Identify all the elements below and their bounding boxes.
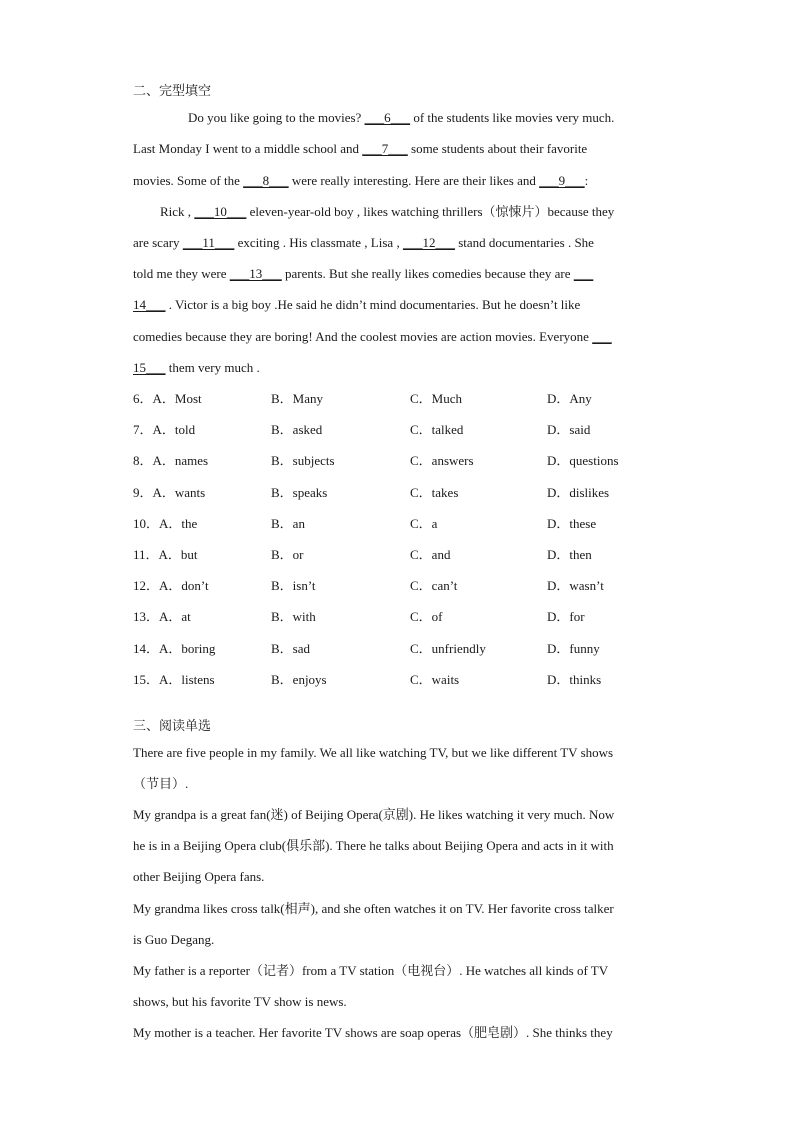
option-d[interactable]: D．Any	[547, 391, 592, 406]
reading-line: There are five people in my family. We all like watching TV, but we like different TV shows	[133, 745, 614, 760]
option-a[interactable]: 6．A．Most	[133, 391, 202, 406]
option-a[interactable]: 8．A．names	[133, 453, 209, 468]
option-b[interactable]: B．sad	[271, 641, 311, 656]
option-b[interactable]: B．asked	[271, 422, 323, 437]
passage-line: Last Monday I went to a middle school and ___7___ some students about their favorite	[133, 141, 588, 156]
option-b[interactable]: B．or	[271, 547, 304, 562]
option-b[interactable]: B．with	[271, 609, 316, 624]
reading-line: My grandpa is a great fan(迷) of Beijing Opera(京剧). He likes watching it very much. Now	[133, 807, 615, 822]
blank-15-start[interactable]: ___	[592, 329, 612, 344]
passage-line: movies. Some of the ___8___ were really interesting. Here are their likes and ___9___:	[133, 173, 589, 188]
reading-line: is Guo Degang.	[133, 932, 215, 947]
blank-6[interactable]: ___6___	[364, 110, 411, 125]
option-c[interactable]: C．answers	[410, 453, 474, 468]
reading-line: My father is a reporter（记者）from a TV station（电视台）. He watches all kinds of TV	[133, 963, 609, 978]
blank-13[interactable]: ___13___	[229, 266, 282, 281]
blank-14[interactable]: 14___	[133, 297, 166, 312]
option-d[interactable]: D．these	[547, 516, 597, 531]
option-c[interactable]: C．of	[410, 609, 443, 624]
reading-line: other Beijing Opera fans.	[133, 869, 265, 884]
section-heading-reading: 三、阅读单选	[133, 719, 212, 734]
passage-line: 14___ . Victor is a big boy .He said he didn’t mind documentaries. But he doesn’t like	[133, 297, 581, 312]
reading-line: he is in a Beijing Opera club(俱乐部). There he talks about Beijing Opera and acts in it with	[133, 838, 614, 853]
section-heading-cloze: 二、完型填空	[133, 84, 212, 99]
option-c[interactable]: C．and	[410, 547, 451, 562]
option-d[interactable]: D．for	[547, 609, 585, 624]
option-d[interactable]: D．wasn’t	[547, 578, 604, 593]
reading-line: My mother is a teacher. Her favorite TV shows are soap operas（肥皂剧）. She thinks they	[133, 1025, 613, 1040]
blank-9[interactable]: ___9___	[539, 173, 585, 188]
reading-line: shows, but his favorite TV show is news.	[133, 994, 347, 1009]
option-b[interactable]: B．an	[271, 516, 305, 531]
blank-14-start[interactable]: ___	[573, 266, 594, 281]
option-c[interactable]: C．talked	[410, 422, 464, 437]
option-a[interactable]: 15．A．listens	[133, 672, 215, 687]
passage-line: are scary ___11___ exciting . His classmate , Lisa , ___12___ stand documentaries . She	[133, 235, 594, 250]
passage-line: Rick , ___10___ eleven-year-old boy , likes watching thrillers（惊悚片）because they	[160, 204, 615, 219]
option-d[interactable]: D．thinks	[547, 672, 602, 687]
option-a[interactable]: 9．A．wants	[133, 485, 206, 500]
option-d[interactable]: D．said	[547, 422, 591, 437]
option-a[interactable]: 7．A．told	[133, 422, 196, 437]
option-a[interactable]: 10．A．the	[133, 516, 198, 531]
blank-10[interactable]: ___10___	[194, 204, 247, 219]
blank-15[interactable]: 15___	[133, 360, 166, 375]
reading-line: My grandma likes cross talk(相声), and she often watches it on TV. Her favorite cross talker	[133, 901, 614, 916]
option-c[interactable]: C．takes	[410, 485, 459, 500]
option-b[interactable]: B．enjoys	[271, 672, 327, 687]
option-b[interactable]: B．speaks	[271, 485, 328, 500]
option-b[interactable]: B．isn’t	[271, 578, 316, 593]
blank-11[interactable]: ___11___	[182, 235, 235, 250]
option-c[interactable]: C．can’t	[410, 578, 458, 593]
blank-8[interactable]: ___8___	[243, 173, 289, 188]
option-a[interactable]: 13．A．at	[133, 609, 191, 624]
option-a[interactable]: 12．A．don’t	[133, 578, 209, 593]
option-c[interactable]: C．Much	[410, 391, 463, 406]
option-c[interactable]: C．a	[410, 516, 438, 531]
option-d[interactable]: D．dislikes	[547, 485, 610, 500]
blank-7[interactable]: ___7___	[362, 141, 408, 156]
passage-line: Do you like going to the movies? ___6___ of the students like movies very much.	[188, 110, 615, 125]
option-b[interactable]: B．Many	[271, 391, 324, 406]
passage-line: 15___ them very much .	[133, 360, 260, 375]
option-a[interactable]: 14．A．boring	[133, 641, 216, 656]
option-c[interactable]: C．waits	[410, 672, 460, 687]
passage-line: comedies because they are boring! And the coolest movies are action movies. Everyone ___	[133, 329, 612, 344]
passage-line: told me they were ___13___ parents. But she really likes comedies because they are ___	[133, 266, 594, 281]
option-c[interactable]: C．unfriendly	[410, 641, 486, 656]
reading-line: （节目）.	[133, 776, 189, 791]
option-d[interactable]: D．funny	[547, 641, 600, 656]
option-b[interactable]: B．subjects	[271, 453, 335, 468]
option-a[interactable]: 11．A．but	[133, 547, 198, 562]
option-d[interactable]: D．questions	[547, 453, 619, 468]
blank-12[interactable]: ___12___	[402, 235, 455, 250]
option-d[interactable]: D．then	[547, 547, 592, 562]
